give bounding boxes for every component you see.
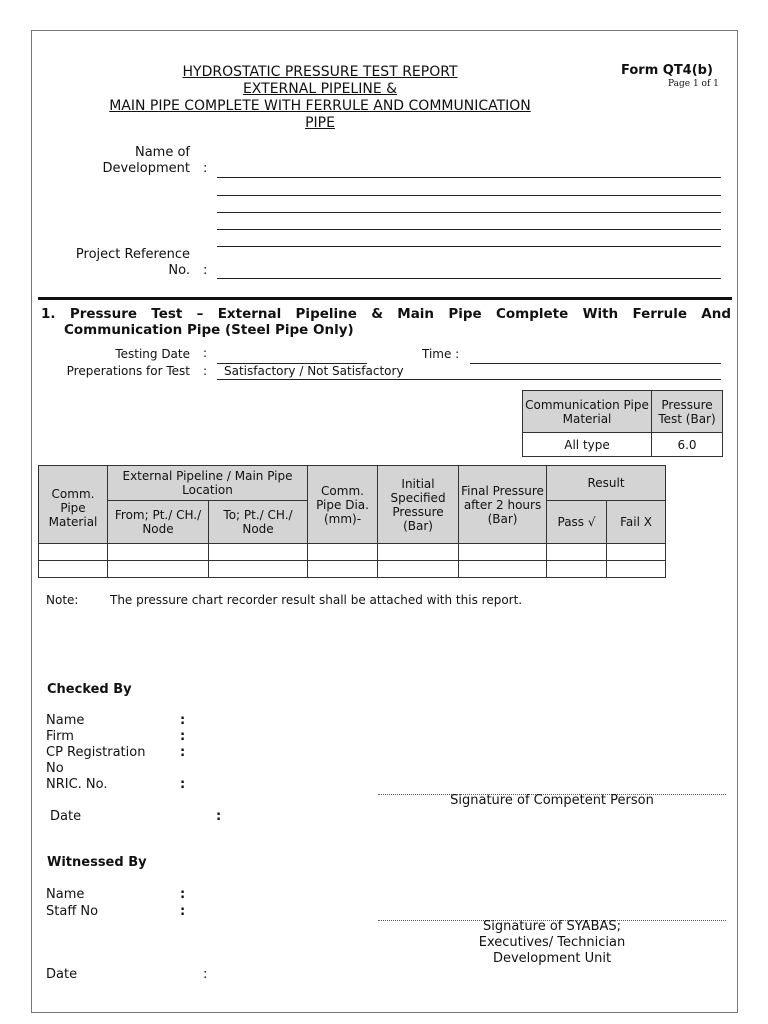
table-cell[interactable] xyxy=(547,544,607,561)
checked-name-colon: : xyxy=(180,713,186,728)
witnessed-by-heading: Witnessed By xyxy=(47,855,147,870)
checked-cp-registration-label-2: No xyxy=(46,761,64,776)
project-reference-label-1: Project Reference xyxy=(75,247,190,262)
table-cell[interactable] xyxy=(209,561,308,578)
project-reference-line[interactable] xyxy=(217,278,721,279)
section1-heading-line-1: 1. Pressure Test – External Pipeline & Main Pipe Complete With Ferrule And xyxy=(41,306,731,322)
checked-nric-colon: : xyxy=(180,777,186,792)
table-cell[interactable] xyxy=(308,561,378,578)
development-name-line-4[interactable] xyxy=(217,229,721,230)
page-info: Page 1 of 1 xyxy=(668,79,719,89)
spec-row-material: All type xyxy=(523,433,652,457)
syabas-signature-caption-1: Signature of SYABAS; xyxy=(482,919,622,934)
col-header-final-pressure: Final Pressure after 2 hours (Bar) xyxy=(459,466,547,544)
development-name-line-5[interactable] xyxy=(217,246,721,247)
pressure-test-table xyxy=(38,465,666,578)
report-title-line-3: MAIN PIPE COMPLETE WITH FERRULE AND COMMUNICATION xyxy=(109,98,531,114)
preparations-line xyxy=(217,379,721,380)
witnessed-name-label: Name xyxy=(46,887,85,902)
witnessed-staff-label: Staff No xyxy=(46,904,99,919)
report-title-line-2: EXTERNAL PIPELINE & xyxy=(242,81,398,97)
col-header-initial-pressure: Initial Specified Pressure (Bar) xyxy=(378,466,459,544)
time-label: Time : xyxy=(422,347,460,361)
spec-table xyxy=(522,390,723,457)
table-cell[interactable] xyxy=(459,544,547,561)
table-row xyxy=(39,544,666,561)
col-header-location: External Pipeline / Main Pipe Location xyxy=(108,466,308,501)
table-cell[interactable] xyxy=(378,561,459,578)
development-name-line-3[interactable] xyxy=(217,212,721,213)
section1-heading-line-2: Communication Pipe (Steel Pipe Only) xyxy=(64,322,354,338)
form-code: Form QT4(b) xyxy=(621,63,713,78)
table-cell[interactable] xyxy=(459,561,547,578)
syabas-signature-caption-2: Executives/ Technician xyxy=(478,935,626,950)
project-reference-label-2: No. xyxy=(168,263,190,278)
checked-by-heading: Checked By xyxy=(47,682,132,697)
col-header-to: To; Pt./ CH./ Node xyxy=(209,501,308,544)
note-text: The pressure chart recorder result shall be attached with this report. xyxy=(110,593,523,607)
report-title-line-4: PIPE xyxy=(305,115,335,131)
checked-cp-registration-label-1: CP Registration xyxy=(46,745,146,760)
development-name-colon: : xyxy=(203,161,208,176)
col-header-from: From; Pt./ CH./ Node xyxy=(108,501,209,544)
witnessed-date-colon: : xyxy=(203,967,208,982)
table-cell[interactable] xyxy=(607,561,666,578)
witnessed-staff-colon: : xyxy=(180,904,186,919)
col-header-fail: Fail X xyxy=(607,501,666,544)
col-header-pipe-material: Comm. Pipe Material xyxy=(39,466,108,544)
syabas-signature-caption-3: Development Unit xyxy=(492,951,612,966)
witnessed-date-label: Date xyxy=(46,967,78,982)
table-cell[interactable] xyxy=(108,544,209,561)
preparations-colon: : xyxy=(203,364,208,378)
table-cell[interactable] xyxy=(39,544,108,561)
testing-date-label: Testing Date xyxy=(115,347,190,361)
development-name-line-1[interactable] xyxy=(217,177,721,178)
checked-date-colon: : xyxy=(216,809,222,824)
checked-firm-label: Firm xyxy=(46,729,74,744)
competent-person-signature-caption: Signature of Competent Person xyxy=(450,793,654,808)
table-cell[interactable] xyxy=(209,544,308,561)
note-label: Note: xyxy=(46,593,79,607)
spec-header-pressure: Pressure Test (Bar) xyxy=(652,391,723,433)
time-field[interactable] xyxy=(470,363,721,364)
development-name-label-1: Name of xyxy=(134,145,190,160)
spec-header-material: Communication Pipe Material xyxy=(523,391,652,433)
preparations-value: Satisfactory / Not Satisfactory xyxy=(224,364,404,378)
table-cell[interactable] xyxy=(108,561,209,578)
preparations-label: Preperations for Test xyxy=(66,364,190,378)
project-reference-colon: : xyxy=(203,263,208,278)
table-row xyxy=(39,561,666,578)
table-cell[interactable] xyxy=(378,544,459,561)
development-name-line-2[interactable] xyxy=(217,195,721,196)
table-cell[interactable] xyxy=(547,561,607,578)
development-name-label-2: Development xyxy=(102,161,190,176)
table-cell[interactable] xyxy=(607,544,666,561)
witnessed-name-colon: : xyxy=(180,887,186,902)
col-header-result: Result xyxy=(547,466,666,501)
checked-cp-registration-colon: : xyxy=(180,745,186,760)
checked-date-label: Date xyxy=(50,809,82,824)
section-separator xyxy=(38,297,732,300)
table-cell[interactable] xyxy=(308,544,378,561)
checked-name-label: Name xyxy=(46,713,85,728)
report-title-line-1: HYDROSTATIC PRESSURE TEST REPORT xyxy=(182,64,458,80)
testing-date-colon: : xyxy=(203,346,208,360)
col-header-pass: Pass √ xyxy=(547,501,607,544)
col-header-pipe-dia: Comm. Pipe Dia. (mm)- xyxy=(308,466,378,544)
checked-firm-colon: : xyxy=(180,729,186,744)
table-cell[interactable] xyxy=(39,561,108,578)
spec-row-pressure: 6.0 xyxy=(652,433,723,457)
checked-nric-label: NRIC. No. xyxy=(46,777,108,792)
